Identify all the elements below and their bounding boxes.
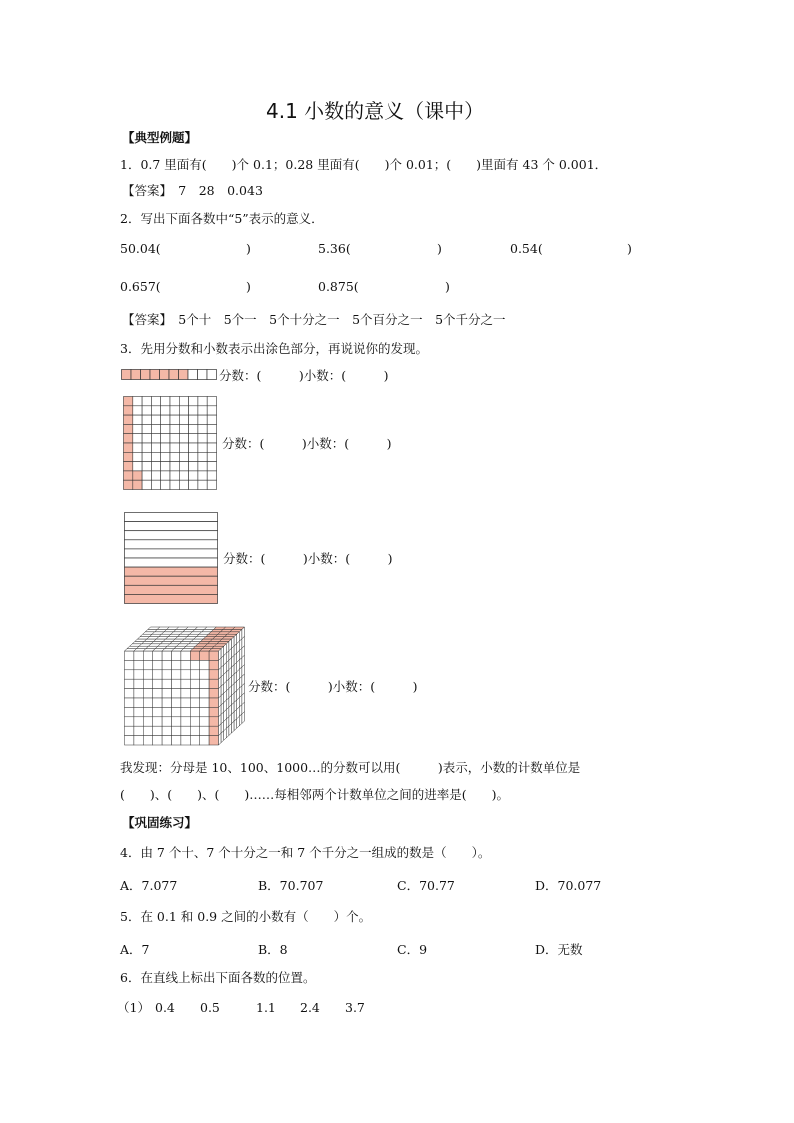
cube-front-cell [200,660,209,669]
grid-cell [133,452,142,461]
cube-front-cell [162,689,171,698]
cube-front-cell [153,717,162,726]
cube-front-cell [125,726,134,735]
q3-blank-3: 分数：( )小数：( ) [223,551,393,566]
grid-cell [198,452,207,461]
grid-cell [189,462,198,471]
cube-front-cell [134,679,143,688]
grid-cell [142,452,151,461]
cube-side-cell [221,731,224,743]
cube-front-cell [143,717,152,726]
cube-front-cell [172,698,181,707]
strip-cell-shaded [179,370,189,380]
grid-cell [142,471,151,480]
cube-front-cell-shaded [209,707,218,716]
grid-cell [207,434,216,443]
cube-front-cell [134,717,143,726]
grid-cell-shaded [124,415,133,424]
grid-cell [179,471,188,480]
cube-front-cell-shaded [209,660,218,669]
grid-cell [179,452,188,461]
cube-front-cell [181,651,190,660]
grid-cell [207,415,216,424]
cube-front-cell [200,670,209,679]
grid-cell [142,415,151,424]
cube-front-cell [162,660,171,669]
grid-cell [170,434,179,443]
q6-prefix: （1） [117,1000,150,1015]
grid-cell [142,462,151,471]
grid-cell [161,424,170,433]
q6-number: 0.4 [155,1000,175,1015]
cube-front-cell [125,689,134,698]
cube-front-cell [143,651,152,660]
q4-option-a: A．7.077 [120,878,178,893]
q5-option-b: B．8 [258,942,288,957]
cube-front-cell [162,679,171,688]
cube-front-cell [181,670,190,679]
answer-2: 【答案】 5个十 5个一 5个十分之一 5个百分之一 5个千分之一 [122,312,506,327]
thousandths-cube-figure [124,626,246,748]
cube-front-cell [181,698,190,707]
q6-number: 2.4 [300,1000,320,1015]
grid-cell [170,424,179,433]
grid-cell [170,462,179,471]
grid-cell [189,452,198,461]
cube-front-cell [181,707,190,716]
cube-front-cell [153,679,162,688]
grid-cell [207,480,216,489]
cube-front-cell [162,670,171,679]
grid-cell [198,443,207,452]
grid-cell [207,462,216,471]
cube-front-cell [181,689,190,698]
grid-cell [161,471,170,480]
grid-cell [189,415,198,424]
cube-front-cell [143,679,152,688]
question-6: 6．在直线上标出下面各数的位置。 [120,970,316,985]
cube-front-cell [200,698,209,707]
cube-front-cell [162,717,171,726]
cube-front-cell [153,726,162,735]
grid-cell [198,406,207,415]
strip-cell-shaded [150,370,160,380]
cube-front-cell [181,717,190,726]
q4-option-c: C．70.77 [397,878,455,893]
grid-cell [207,452,216,461]
cube-front-cell [162,698,171,707]
tenths-strip-figure [121,369,217,380]
q2-item-close: ) [246,279,251,294]
cube-front-cell-shaded [209,698,218,707]
cube-side-cell [237,716,240,728]
cube-front-cell-shaded [209,726,218,735]
grid-cell [198,462,207,471]
grid-cell [189,406,198,415]
cube-front-cell [153,660,162,669]
strip-cell-shaded [141,370,151,380]
cube-front-cell [162,736,171,745]
cube-front-cell [143,707,152,716]
grid-cell [207,443,216,452]
cube-front-cell [134,707,143,716]
cube-front-cell [143,726,152,735]
grid-cell [189,471,198,480]
cube-front-cell [200,679,209,688]
grid-cell [198,434,207,443]
grid-cell [189,424,198,433]
cube-front-cell [172,679,181,688]
cube-side-cell [224,728,227,740]
row-strip [125,513,218,522]
question-2: 2．写出下面各数中“5”表示的意义． [120,211,324,226]
grid-cell [142,480,151,489]
q2-item: 0.54( [510,241,543,256]
q4-option-d: D．70.077 [535,878,602,893]
cube-front-cell [200,717,209,726]
q2-item: 5.36( [318,241,351,256]
q5-option-c: C．9 [397,942,428,957]
cube-front-cell [190,707,199,716]
strip-cell-shaded [122,370,132,380]
grid-cell-shaded [124,424,133,433]
cube-front-cell [125,717,134,726]
grid-cell [179,406,188,415]
grid-cell [151,480,160,489]
q3-blank-1: 分数：( )小数：( ) [219,368,389,383]
grid-cell [142,443,151,452]
cube-front-cell [134,689,143,698]
cube-front-cell-shaded [209,679,218,688]
cube-front-cell [143,689,152,698]
cube-front-cell [134,670,143,679]
cube-front-cell [190,698,199,707]
grid-cell [161,462,170,471]
question-4: 4．由 7 个十、7 个十分之一和 7 个千分之一组成的数是（ ）。 [120,845,491,860]
grid-cell-shaded [133,471,142,480]
section-heading-examples: 【典型例题】 [122,130,198,145]
cube-front-cell [190,670,199,679]
grid-cell [133,443,142,452]
cube-front-cell [172,717,181,726]
cube-front-cell-shaded [200,651,209,660]
cube-front-cell [190,717,199,726]
cube-front-cell-shaded [209,670,218,679]
grid-cell-shaded [124,462,133,471]
q5-option-d: D．无数 [535,942,583,957]
grid-cell [170,480,179,489]
grid-cell [133,397,142,406]
cube-front-cell [172,670,181,679]
section-heading-practice: 【巩固练习】 [122,815,198,830]
cube-front-cell-shaded [190,651,199,660]
cube-front-cell [125,707,134,716]
grid-cell [142,434,151,443]
strip-cell [198,370,208,380]
grid-cell-shaded [124,480,133,489]
cube-front-cell [172,726,181,735]
grid-cell [198,480,207,489]
row-strip [125,540,218,549]
row-strip-shaded [125,567,218,576]
q6-number: 1.1 [256,1000,276,1015]
cube-front-cell [153,698,162,707]
grid-cell [142,397,151,406]
grid-cell [189,397,198,406]
hundredths-grid-figure [123,396,217,490]
grid-cell [170,397,179,406]
grid-cell [133,406,142,415]
q2-item-close: ) [445,279,450,294]
grid-cell [133,434,142,443]
cube-front-cell [134,726,143,735]
grid-cell [207,397,216,406]
grid-cell [189,480,198,489]
grid-cell [151,452,160,461]
cube-front-cell [134,736,143,745]
question-1: 1．0.7 里面有( )个 0.1；0.28 里面有( )个 0.01；( )里面有 43 个 0.001． [120,157,608,172]
grid-cell [179,434,188,443]
cube-front-cell [190,660,199,669]
cube-front-cell [181,660,190,669]
strip-cell-shaded [160,370,170,380]
strip-cell-shaded [131,370,141,380]
cube-side-cell [234,719,237,731]
cube-front-cell [172,707,181,716]
cube-front-cell [153,651,162,660]
cube-front-cell [162,651,171,660]
cube-front-cell [162,726,171,735]
grid-cell [179,443,188,452]
cube-front-cell [125,736,134,745]
cube-front-cell [181,726,190,735]
cube-side-cell [232,721,235,733]
grid-cell-shaded [133,480,142,489]
cube-front-cell [172,736,181,745]
strip-cell [207,370,217,380]
cube-front-cell [143,698,152,707]
row-strip [125,531,218,540]
cube-front-cell [200,726,209,735]
grid-cell [161,397,170,406]
grid-cell [198,471,207,480]
grid-cell [151,471,160,480]
question-5: 5．在 0.1 和 0.9 之间的小数有（ ）个。 [120,909,372,924]
grid-cell [170,415,179,424]
cube-front-cell [172,651,181,660]
q4-option-b: B．70.707 [258,878,324,893]
cube-front-cell [200,689,209,698]
page-title: 4.1 小数的意义（课中） [266,99,485,123]
question-3: 3．先用分数和小数表示出涂色部分，再说说你的发现。 [120,341,428,356]
cube-front-cell [181,736,190,745]
q2-item-close: ) [246,241,251,256]
grid-cell [151,462,160,471]
cube-front-cell [181,679,190,688]
cube-front-cell [134,651,143,660]
cube-side-cell [219,733,222,745]
grid-cell [142,406,151,415]
q2-item: 0.657( [120,279,161,294]
grid-cell [142,424,151,433]
cube-front-cell-shaded [209,736,218,745]
grid-cell [198,397,207,406]
cube-front-cell [190,736,199,745]
grid-cell [161,415,170,424]
answer-1: 【答案】 7 28 0.043 [122,183,263,198]
grid-cell [151,415,160,424]
q2-item: 0.875( [318,279,359,294]
grid-cell [170,452,179,461]
cube-front-cell [190,726,199,735]
grid-cell [133,462,142,471]
grid-cell [170,471,179,480]
grid-cell [207,471,216,480]
cube-front-cell [200,707,209,716]
cube-front-cell [125,698,134,707]
cube-front-cell [143,670,152,679]
cube-front-cell [190,689,199,698]
q3-blank-4: 分数：( )小数：( ) [248,679,418,694]
cube-front-cell [153,736,162,745]
grid-cell [198,424,207,433]
grid-cell [179,424,188,433]
q6-number: 0.5 [200,1000,220,1015]
cube-front-cell [153,707,162,716]
grid-cell-shaded [124,434,133,443]
cube-front-cell [125,660,134,669]
strip-cell [188,370,198,380]
grid-cell [161,480,170,489]
grid-cell [179,462,188,471]
tenths-rows-figure [124,512,218,604]
grid-cell [151,406,160,415]
q3-discovery-line-1: 我发现：分母是 10、100、1000…的分数可以用( )表示，小数的计数单位是 [120,760,581,775]
cube-front-cell [125,670,134,679]
grid-cell [151,397,160,406]
q3-blank-2: 分数：( )小数：( ) [222,436,392,451]
q2-item: 50.04( [120,241,161,256]
cube-front-cell [172,660,181,669]
cube-side-cell [226,726,229,738]
cube-front-cell [143,736,152,745]
cube-side-cell [239,714,242,726]
grid-cell-shaded [124,452,133,461]
cube-front-cell [162,707,171,716]
grid-cell-shaded [124,406,133,415]
cube-front-cell [125,651,134,660]
q2-item-close: ) [437,241,442,256]
grid-cell [179,415,188,424]
cube-front-cell-shaded [209,717,218,726]
cube-front-cell [153,689,162,698]
grid-cell [170,443,179,452]
cube-front-cell [143,660,152,669]
cube-front-cell-shaded [209,651,218,660]
cube-front-cell [172,689,181,698]
row-strip [125,549,218,558]
grid-cell [133,424,142,433]
strip-cell-shaded [169,370,179,380]
grid-cell [151,443,160,452]
grid-cell [189,443,198,452]
grid-cell [133,415,142,424]
row-strip-shaded [125,594,218,603]
grid-cell [151,434,160,443]
grid-cell [170,406,179,415]
grid-cell-shaded [124,397,133,406]
grid-cell [161,434,170,443]
grid-cell [161,406,170,415]
row-strip-shaded [125,576,218,585]
q3-discovery-line-2: ( )、( )、( )……每相邻两个计数单位之间的进率是( )。 [120,787,510,802]
grid-cell [179,480,188,489]
grid-cell [151,424,160,433]
cube-front-cell-shaded [209,689,218,698]
cube-side-cell [242,712,245,724]
q5-option-a: A．7 [120,942,150,957]
cube-front-cell [200,736,209,745]
cube-front-cell [134,698,143,707]
row-strip-shaded [125,585,218,594]
grid-cell-shaded [124,443,133,452]
cube-front-cell [134,660,143,669]
row-strip [125,558,218,567]
grid-cell [207,424,216,433]
cube-front-cell [153,670,162,679]
grid-cell [161,443,170,452]
grid-cell [207,406,216,415]
cube-side-cell [229,724,232,736]
cube-front-cell [190,679,199,688]
row-strip [125,522,218,531]
grid-cell [161,452,170,461]
grid-cell [189,434,198,443]
q6-number: 3.7 [345,1000,365,1015]
grid-cell-shaded [124,471,133,480]
cube-front-cell [125,679,134,688]
grid-cell [179,397,188,406]
q2-item-close: ) [627,241,632,256]
grid-cell [198,415,207,424]
